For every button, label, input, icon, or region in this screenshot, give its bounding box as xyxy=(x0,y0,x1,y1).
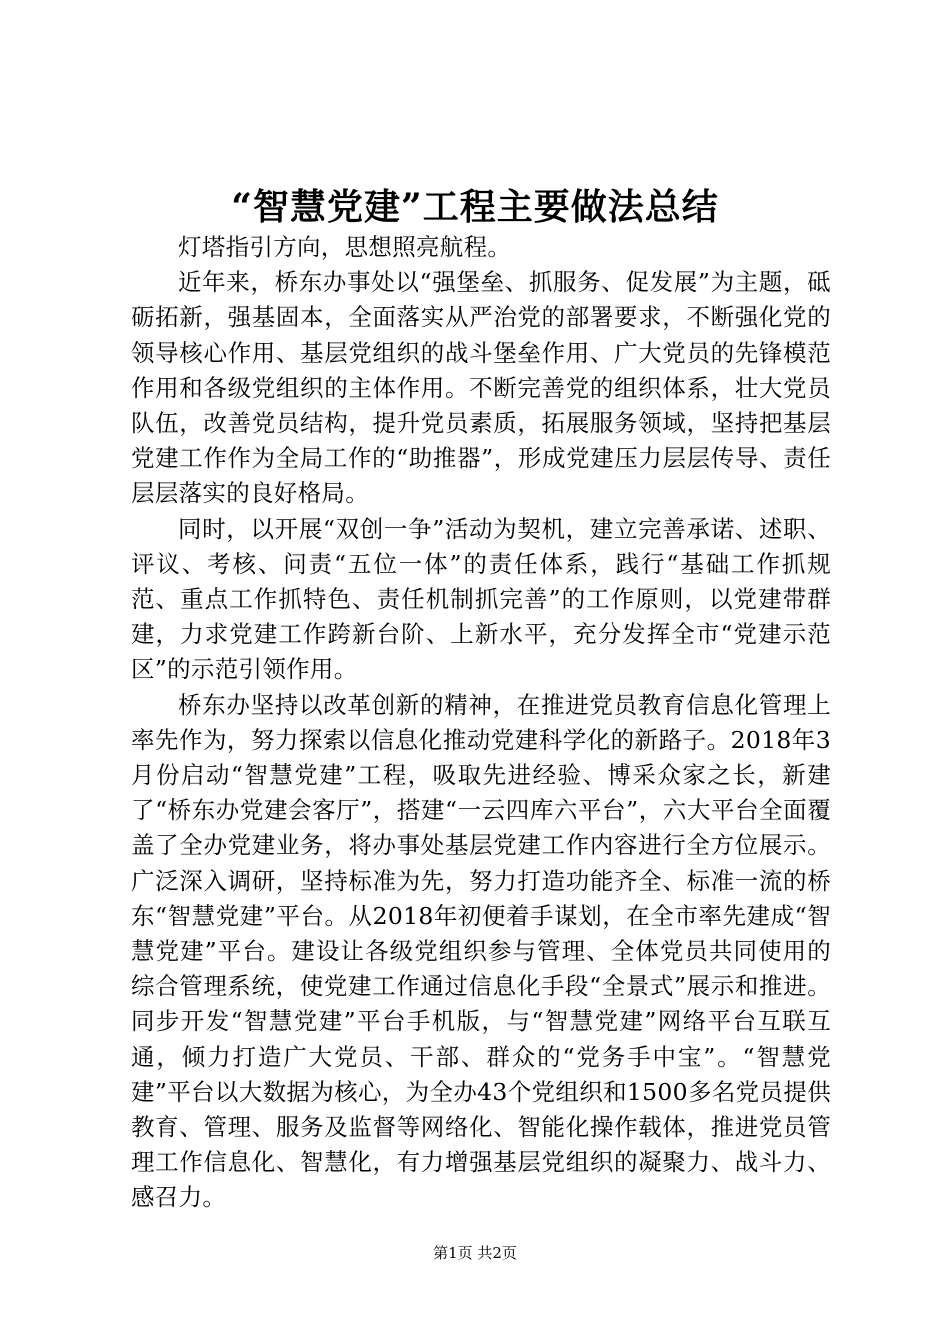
paragraph-3: 同时，以开展“双创一争”活动为契机，建立完善承诺、述职、评议、考核、问责“五位一体”的责任体系，践行“基础工作抓规范、重点工作抓特色、责任机制抓完善”的工作原则，以党建带群建，力求党建工作跨新台阶、上新水平，充分发挥全市“党建示范区”的示范引领作用。 xyxy=(131,514,831,684)
document-body xyxy=(131,230,831,1216)
paragraph-1: 灯塔指引方向，思想照亮航程。 xyxy=(178,233,512,261)
paragraph-2: 近年来，桥东办事处以“强堡垒、抓服务、促发展”为主题，砥砺拓新，强基固本，全面落实从严治党的部署要求，不断强化党的领导核心作用、基层党组织的战斗堡垒作用、广大党员的先锋模范作用和各级党组织的主体作用。不断完善党的组织体系，壮大党员队伍，改善党员结构，提升党员素质，拓展服务领域，坚持把基层党建工作作为全局工作的“助推器”，形成党建压力层层传导、责任层层落实的良好格局。 xyxy=(131,268,831,508)
paragraph-4: 桥东办坚持以改革创新的精神，在推进党员教育信息化管理上率先作为，努力探索以信息化推动党建科学化的新路子。2018年3月份启动“智慧党建”工程，吸取先进经验、博采众家之长，新建了“桥东办党建会客厅”，搭建“一云四库六平台”，六大平台全面覆盖了全办党建业务，将办事处基层党建工作内容进行全方位展示。广泛深入调研，坚持标准为先，努力打造功能齐全、标准一流的桥东“智慧党建”平台。从2018年初便着手谋划，在全市率先建成“智慧党建”平台。建设让各级党组织参与管理、全体党员共同使用的综合管理系统，使党建工作通过信息化手段“全景式”展示和推进。同步开发“智慧党建”平台手机版，与“智慧党建”网络平台互联互通，倾力打造广大党员、干部、群众的“党务手中宝”。“智慧党建”平台以大数据为核心，为全办43个党组织和1500多名党员提供教育、管理、服务及监督等网络化、智能化操作载体，推进党员管理工作信息化、智慧化，有力增强基层党组织的凝聚力、战斗力、感召力。 xyxy=(131,690,831,1212)
page-number-footer: 第1页 共2页 xyxy=(433,1244,517,1262)
document-title: “智慧党建”工程主要做法总结 xyxy=(231,186,719,228)
